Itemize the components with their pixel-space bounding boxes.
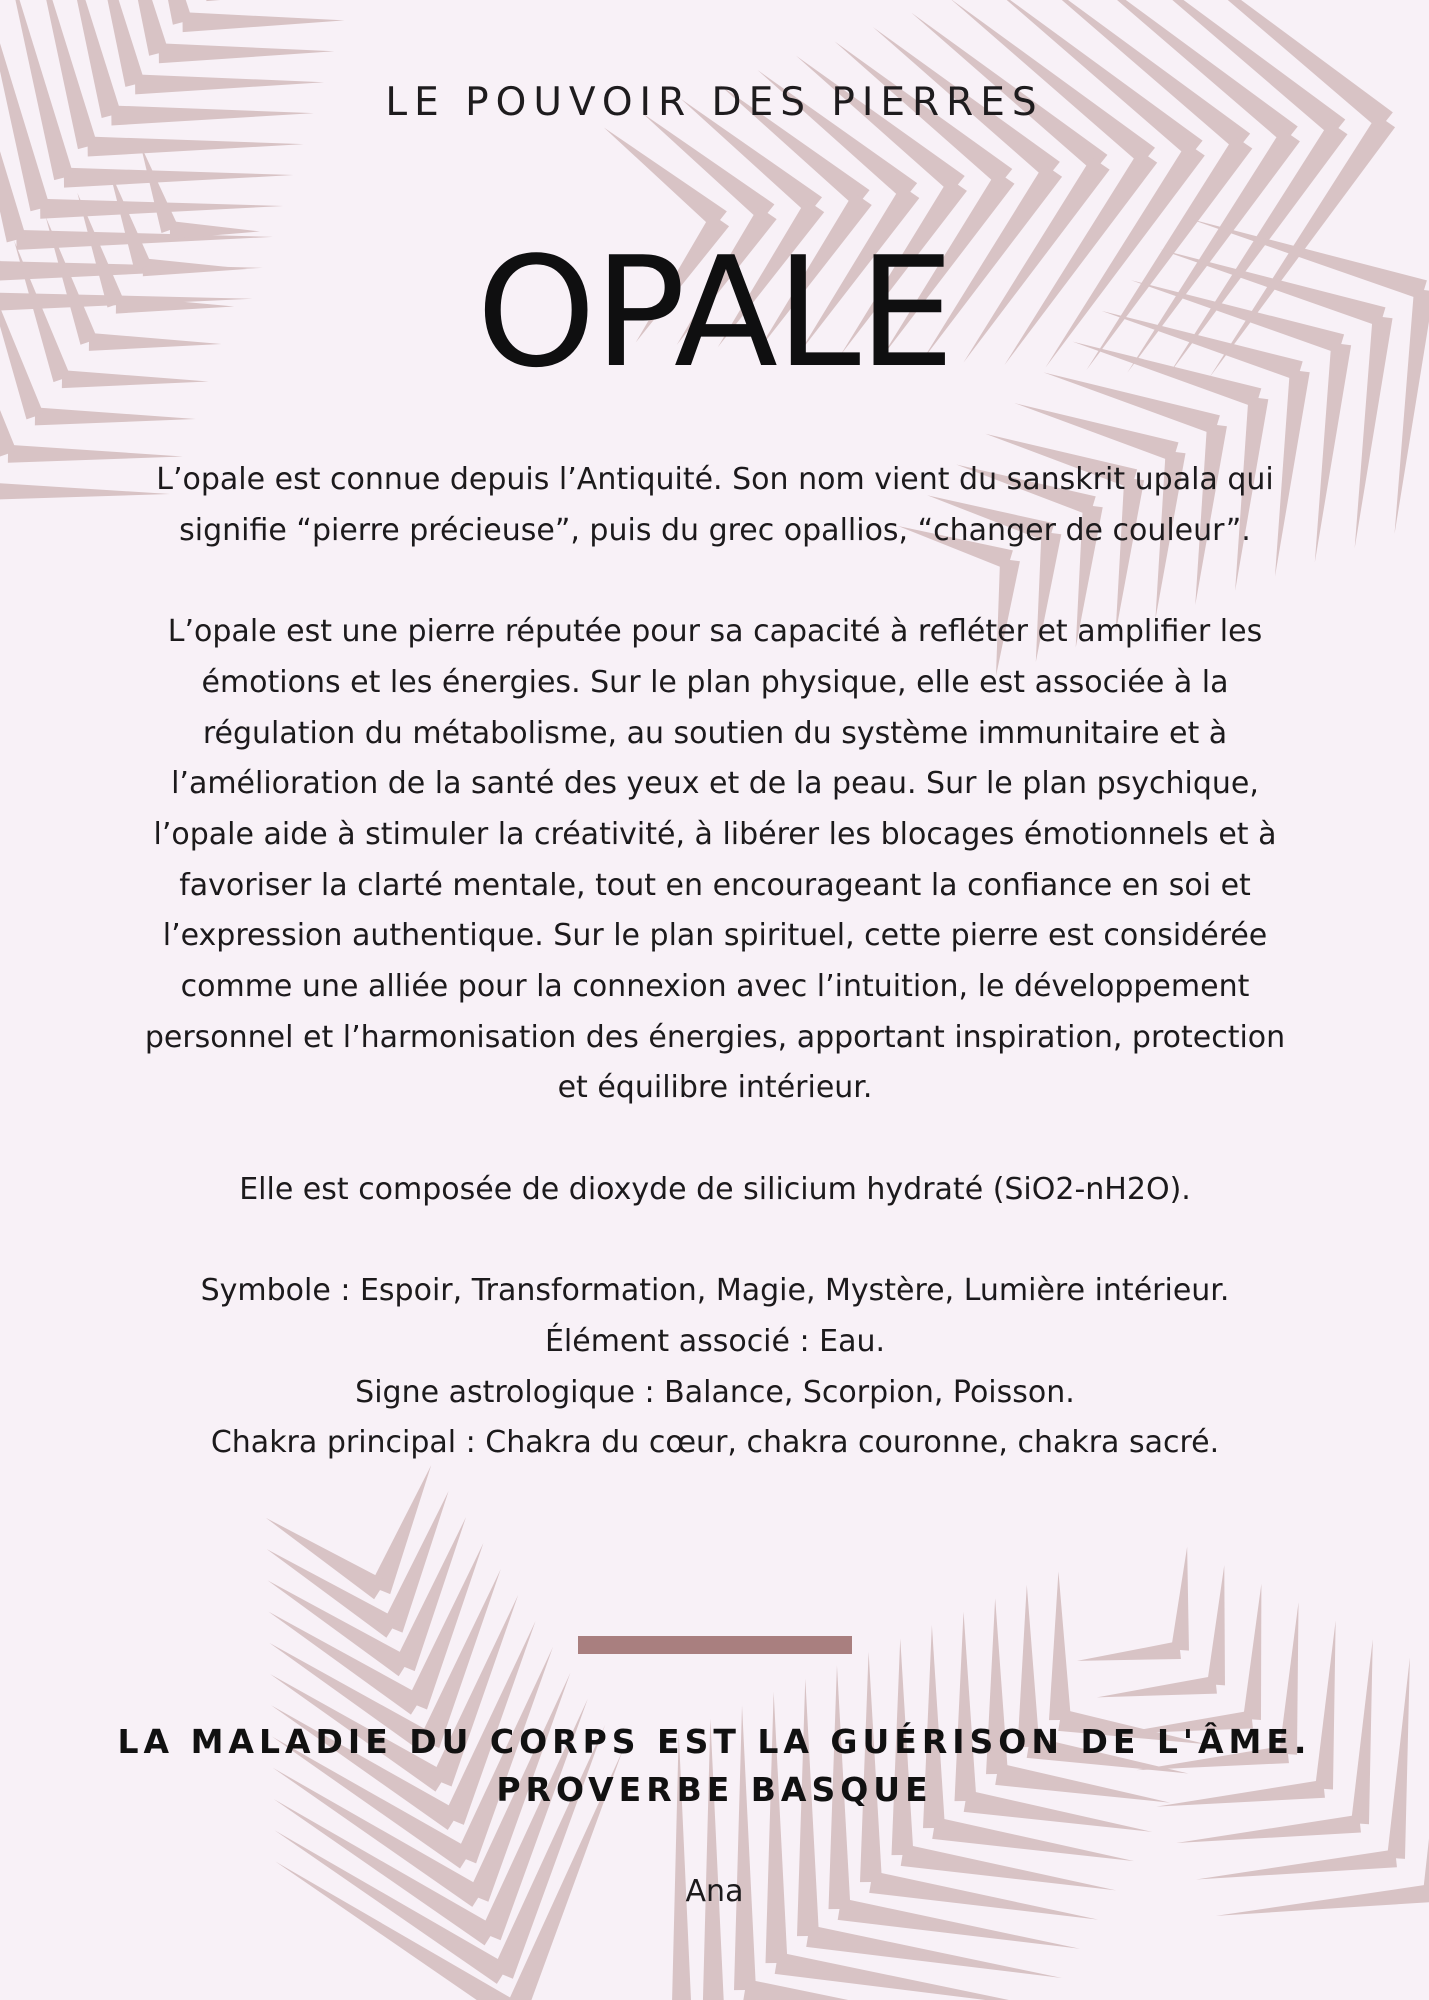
series-title: LE POUVOIR DES PIERRES [385,80,1044,125]
divider-bar [578,1636,852,1654]
page-title: OPALE [476,224,953,401]
symbol-line: Symbole : Espoir, Transformation, Magie, Mystère, Lumière intérieur. [200,1273,1230,1309]
intro-paragraph: L’opale est connue depuis l’Antiquité. Son nom vient du sanskrit upala qui signifie “pierre précieuse”, puis du grec opallios, “changer de couleur”. [156,462,1274,548]
composition-paragraph: Elle est composée de dioxyde de silicium hydraté (SiO2-nH2O). [239,1171,1191,1207]
quote-text: LA MALADIE DU CORPS EST LA GUÉRISON DE L'ÂME. [117,1722,1312,1761]
element-line: Élément associé : Eau. [544,1323,886,1359]
chakra-line: Chakra principal : Chakra du cœur, chakra couronne, chakra sacré. [210,1425,1220,1461]
quote [0,1718,1429,1814]
body-text [135,455,1295,1469]
astro-sign-line: Signe astrologique : Balance, Scorpion, Poisson. [355,1374,1075,1410]
description-paragraph: L’opale est une pierre réputée pour sa capacité à refléter et amplifier les émotions et les énergies. Sur le plan physique, elle est associée à la régulation du métabolisme, au soutien du système immunitaire et à l’amélioration de la santé des yeux et de la peau. Sur le plan psychique, l’opale aide à stimuler la créativité, à libérer les blocages émotionnels et à favoriser la clarté mentale, tout en encourageant la confiance en soi et l’expression authentique. Sur le plan spirituel, cette pierre est considérée comme une alliée pour la connexion avec l’intuition, le développement personnel et l’harmonisation des énergies, apportant inspiration, protection et équilibre intérieur. [144,614,1286,1106]
quote-source: PROVERBE BASQUE [496,1770,933,1809]
signature: Ana [685,1874,744,1909]
